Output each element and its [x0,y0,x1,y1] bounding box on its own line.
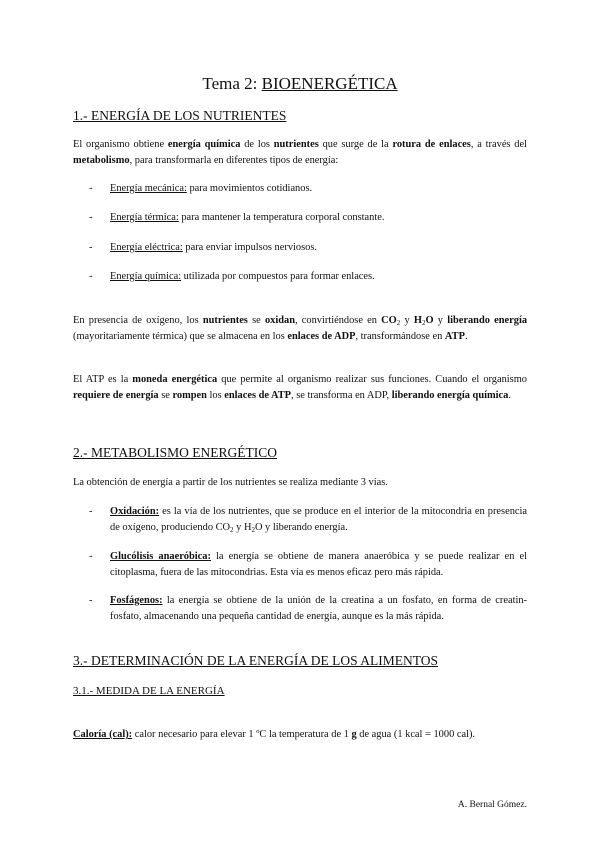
section1-heading: 1.- ENERGÍA DE LOS NUTRIENTES [73,108,287,123]
section2-intro: La obtención de energía a partir de los nutrientes se realiza mediante 3 vías. [73,477,388,488]
atp-paragraph: El ATP es la moneda energética que permite al organismo realizar sus funciones. Cuando el organismo requiere de energía se rompen los enlaces de ATP, se transforma en ADP, liberando energía química. [73,374,527,401]
pathway-item: - Glucólisis anaeróbica: la energía se obtiene de manera anaeróbica y se puede realizar en el citoplasma, fuera de las mitocondrias. Esta vía es menos eficaz pero más rápida. [89,551,527,578]
pathway-item: - Fosfágenos: la energía se obtiene de la unión de la creatina a un fosfato, en forma de creatin-fosfato, almacenando una pequeña cantidad de energía, aunque es la más rápida. [89,595,527,622]
energy-type-item: - Energía eléctrica: para enviar impulsos nerviosos. [89,242,317,253]
document-title [0,74,600,94]
section3-heading: 3.- DETERMINACIÓN DE LA ENERGÍA DE LOS ALIMENTOS [73,653,438,668]
title-main: BIOENERGÉTICA [261,74,398,93]
author-footer: A. Bernal Gómez. [457,800,527,810]
section2-heading: 2.- METABOLISMO ENERGÉTICO [73,445,278,460]
pathway-item: - Oxidación: es la vía de los nutrientes, que se produce en el interior de la mitocondria en presencia de oxígeno, produciendo $CO_2$ y $H_2O$ y liberando energía. [89,506,527,534]
energy-type-item: - Energía química: utilizada por compuestos para formar enlaces. [89,271,375,282]
calorie-definition: Caloría (cal): calor necesario para elevar 1 ºC la temperatura de 1 g de agua (1 kcal = 1000 cal). [73,729,476,740]
energy-type-item: - Energía térmica: para mantener la temperatura corporal constante. [89,212,385,223]
section3-subheading: 3.1.- MEDIDA DE LA ENERGÍA [73,685,225,697]
section1-intro: El organismo obtiene energía química de los nutrientes que surge de la rotura de enlaces, a través del metabolismo, para transformarla en diferentes tipos de energía: [73,139,527,166]
energy-type-item: - Energía mecánica: para movimientos cotidianos. [89,183,313,194]
oxidation-paragraph: En presencia de oxígeno, los nutrientes se oxidan, convirtiéndose en $CO_2$ y $H_2O$ y liberando energía (mayoritariamente térmica) que se almacena en los enlaces de ADP, transformándose en ATP. [73,315,528,342]
title-prefix: Tema 2: [202,74,262,93]
